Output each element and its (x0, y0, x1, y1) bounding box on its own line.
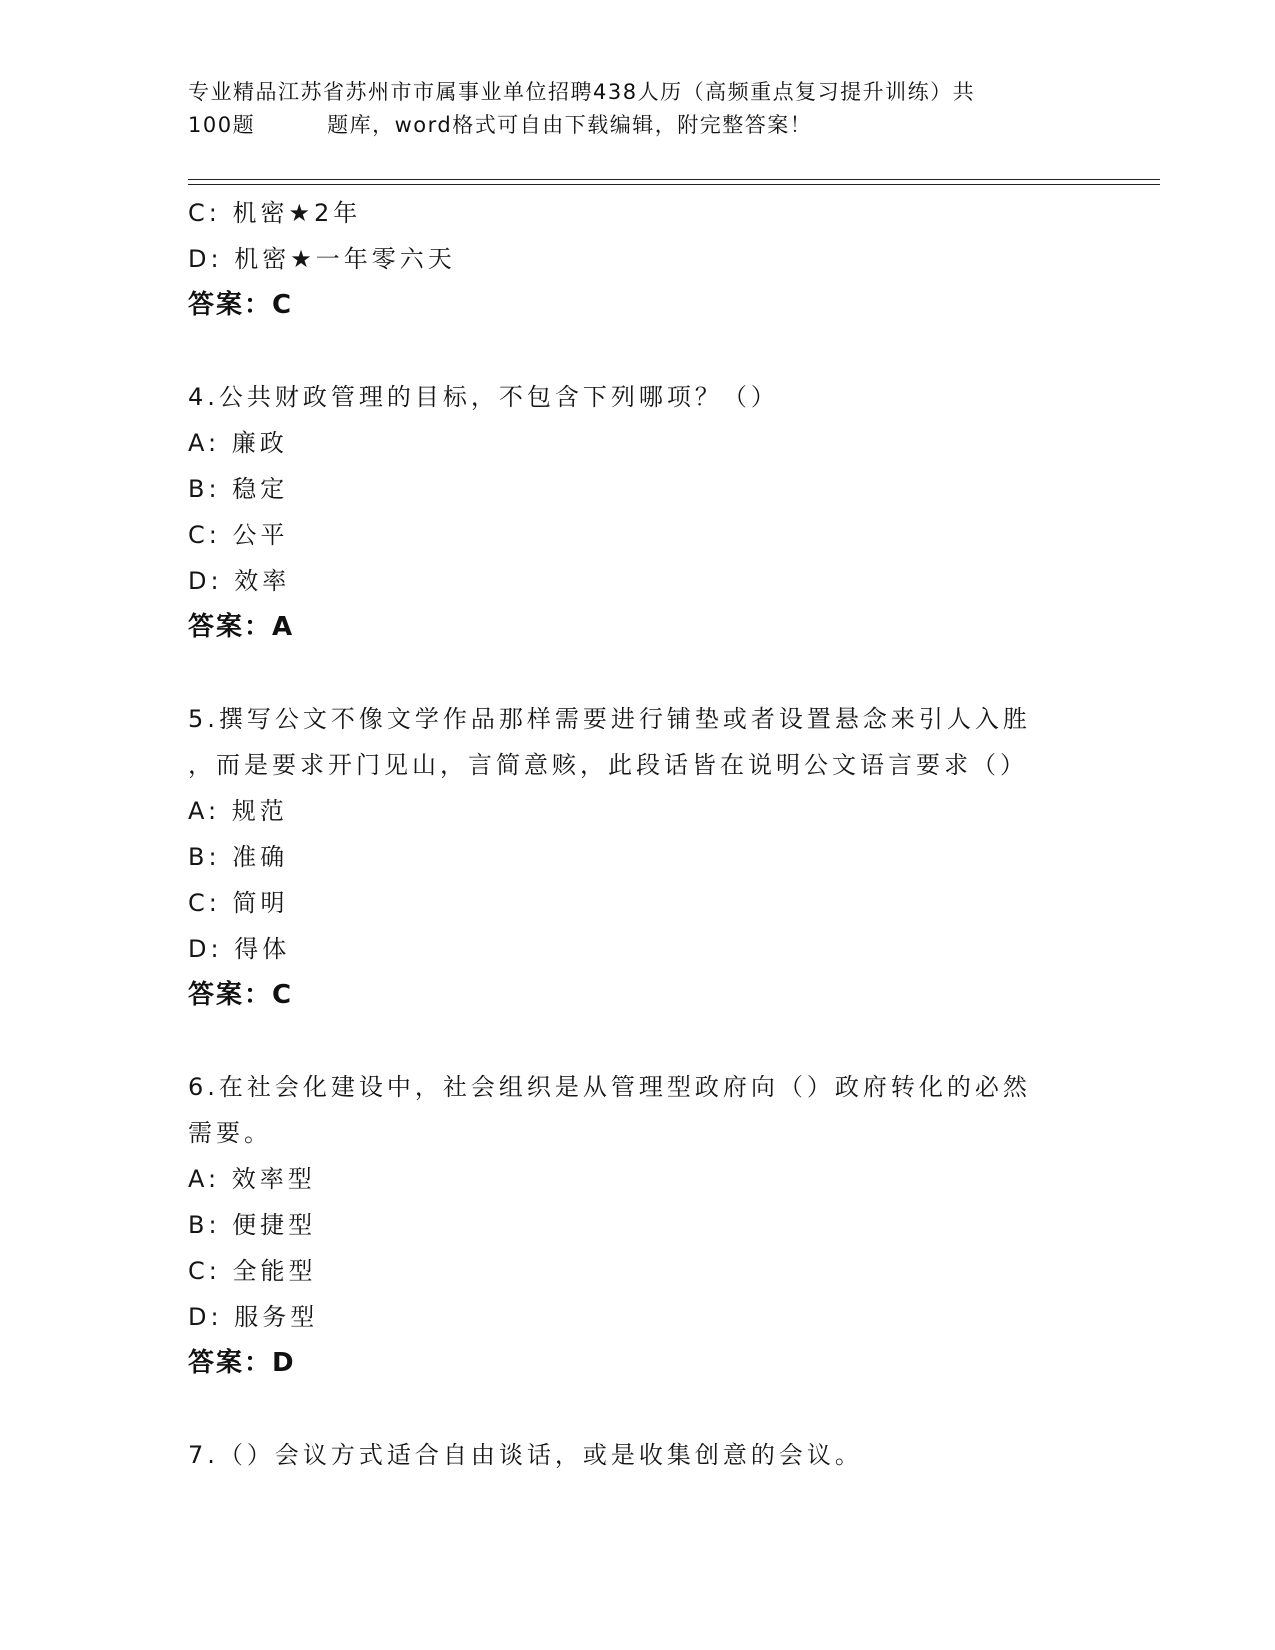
q5-option-b: B: 准确 (188, 843, 289, 871)
q5-option-d: D: 得体 (188, 935, 291, 963)
q6-option-a: A: 效率型 (188, 1165, 316, 1193)
q6-question-line-1: 6.在社会化建设中，社会组织是从管理型政府向（）政府转化的必然 (188, 1073, 1031, 1101)
q3-answer: 答案：C (188, 290, 294, 320)
question-5 (188, 696, 1088, 1018)
q4-answer: 答案：A (188, 612, 295, 642)
q5-option-a: A: 规范 (188, 797, 288, 825)
header-count: 100题 (188, 113, 256, 137)
spacer (188, 650, 1088, 696)
header-line-2 (188, 109, 1068, 142)
q4-option-c: C: 公平 (188, 521, 289, 549)
question-4 (188, 374, 1088, 650)
header-line-1: 专业精品江苏省苏州市市属事业单位招聘438人历（高频重点复习提升训练）共 (188, 80, 976, 104)
q6-option-c: C: 全能型 (188, 1257, 317, 1285)
q4-option-b: B: 稳定 (188, 475, 289, 503)
q5-answer: 答案：C (188, 980, 294, 1010)
header-rule-bottom (188, 184, 1160, 185)
q5-option-c: C: 简明 (188, 889, 289, 917)
q6-option-d: D: 服务型 (188, 1303, 319, 1331)
q4-option-a: A: 廉政 (188, 429, 288, 457)
document-header (188, 76, 1068, 142)
spacer (188, 1018, 1088, 1064)
q6-question-line-2: 需要。 (188, 1119, 272, 1147)
q6-option-b: B: 便捷型 (188, 1211, 317, 1239)
header-description: 题库，word格式可自由下载编辑，附完整答案！ (327, 113, 813, 137)
header-rule-top (188, 179, 1160, 180)
q4-option-d: D: 效率 (188, 567, 291, 595)
q3-option-d: D: 机密★一年零六天 (188, 245, 456, 273)
question-3-tail (188, 190, 1088, 328)
q4-question: 4.公共财政管理的目标，不包含下列哪项？（） (188, 383, 779, 411)
q7-question: 7.（）会议方式适合自由谈话，或是收集创意的会议。 (188, 1441, 863, 1469)
question-6 (188, 1064, 1088, 1386)
question-content (188, 190, 1088, 1478)
spacer (188, 328, 1088, 374)
question-7 (188, 1432, 1088, 1478)
spacer (188, 1386, 1088, 1432)
q6-answer: 答案：D (188, 1348, 296, 1378)
q5-question-line-1: 5.撰写公文不像文学作品那样需要进行铺垫或者设置悬念来引人入胜 (188, 705, 1031, 733)
q5-question-line-2: ，而是要求开门见山，言简意赅，此段话皆在说明公文语言要求（） (188, 751, 1028, 779)
q3-option-c: C: 机密★2年 (188, 199, 362, 227)
